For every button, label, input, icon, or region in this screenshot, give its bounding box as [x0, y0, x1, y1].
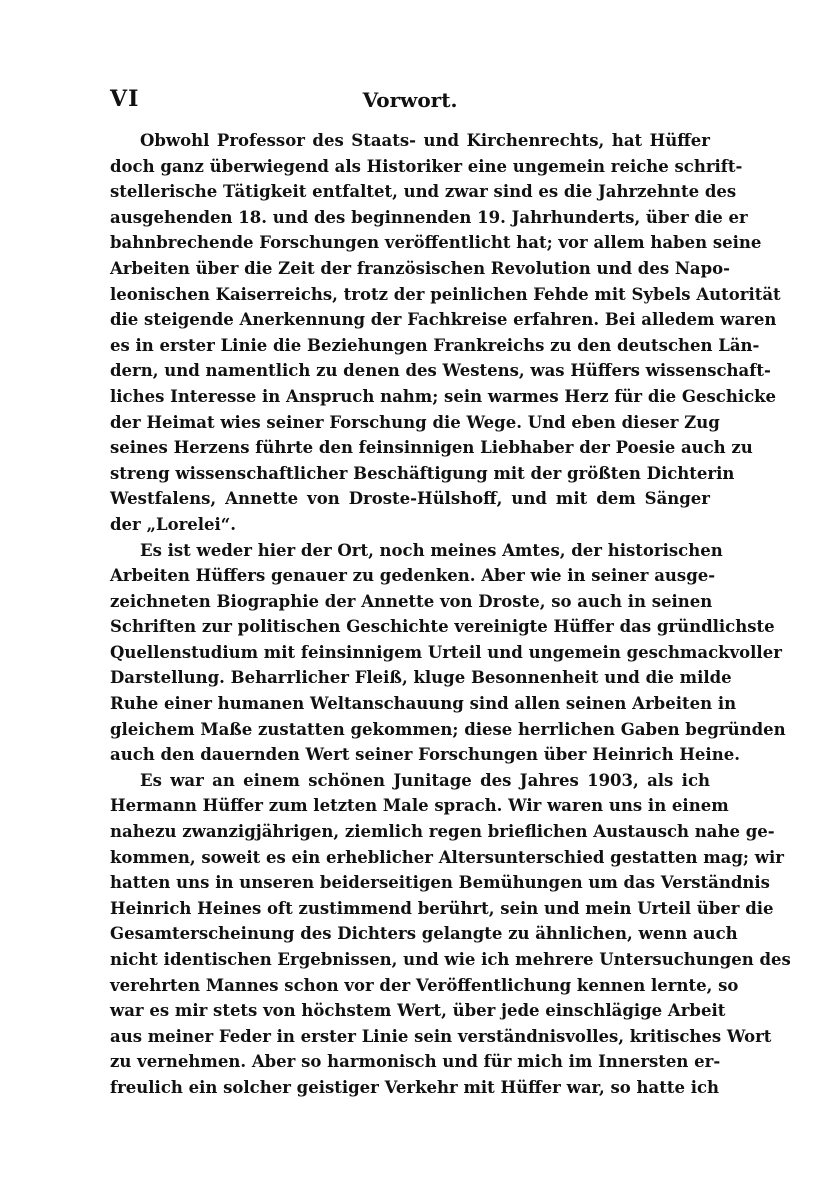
text-line: Hermann Hüffer zum letzten Male sprach. Wir waren uns in einem	[110, 796, 729, 816]
text-line: Schriften zur politischen Geschichte vereinigte Hüffer das gründlichste	[110, 617, 775, 637]
text-line: zeichneten Biographie der Annette von Droste, so auch in seinen	[110, 591, 713, 611]
text-line: verehrten Mannes schon vor der Veröffentlichung kennen lernte, so	[110, 975, 739, 995]
text-line: liches Interesse in Anspruch nahm; sein warmes Herz für die Geschicke	[110, 386, 777, 406]
page-number: VI	[110, 86, 140, 112]
body-text	[110, 128, 791, 1101]
text-line: aus meiner Feder in erster Linie sein verständnisvolles, kritisches Wort	[110, 1026, 772, 1046]
text-line: hatten uns in unseren beiderseitigen Bemühungen um das Verständnis	[110, 873, 770, 893]
text-line: Arbeiten über die Zeit der französischen Revolution und des Napo-	[110, 258, 731, 278]
running-head: Vorwort.	[362, 88, 458, 112]
text-line: Heinrich Heines oft zustimmend berührt, sein und mein Urteil über die	[110, 898, 774, 918]
text-line: auch den dauernden Wert seiner Forschungen über Heinrich Heine.	[110, 745, 740, 765]
text-line: Gesamterscheinung des Dichters gelangte zu ähnlichen, wenn auch	[110, 924, 738, 944]
text-line: zu vernehmen. Aber so harmonisch und für mich im Innersten er-	[110, 1052, 721, 1072]
text-line: Darstellung. Beharrlicher Fleiß, kluge Besonnenheit und die milde	[110, 668, 732, 688]
text-line: Quellenstudium mit feinsinnigem Urteil und ungemein geschmackvoller	[110, 642, 782, 662]
text-line: kommen, soweit es ein erheblicher Altersunterschied gestatten mag; wir	[110, 847, 784, 867]
text-line: gleichem Maße zustatten gekommen; diese herrlichen Gaben begründen	[110, 719, 786, 739]
text-line: doch ganz überwiegend als Historiker eine ungemein reiche schrift-	[110, 156, 743, 176]
text-line: Es ist weder hier der Ort, noch meines Amtes, der historischen	[140, 540, 723, 560]
text-line: freulich ein solcher geistiger Verkehr mit Hüffer war, so hatte ich	[110, 1077, 720, 1097]
text-line: die steigende Anerkennung der Fachkreise erfahren. Bei alledem waren	[110, 310, 777, 330]
text-line: der Heimat wies seiner Forschung die Wege. Und eben dieser Zug	[110, 412, 720, 432]
text-line: bahnbrechende Forschungen veröffentlicht hat; vor allem haben seine	[110, 233, 762, 253]
text-line: Arbeiten Hüffers genauer zu gedenken. Aber wie in seiner ausge-	[110, 566, 716, 586]
text-line: ausgehenden 18. und des beginnenden 19. Jahrhunderts, über die er	[110, 207, 748, 227]
text-line: stellerische Tätigkeit entfaltet, und zwar sind es die Jahrzehnte des	[110, 182, 737, 202]
text-line: dern, und namentlich zu denen des Westens, was Hüffers wissenschaft-	[110, 361, 771, 381]
text-line: nahezu zwanzigjährigen, ziemlich regen brieflichen Austausch nahe ge-	[110, 822, 775, 842]
text-line: leonischen Kaiserreichs, trotz der peinlichen Fehde mit Sybels Autorität	[110, 284, 781, 304]
text-line: Westfalens, Annette von Droste-Hülshoff, und mit dem Sänger	[110, 489, 710, 509]
text-line: der „Lorelei“.	[110, 514, 237, 534]
text-line: streng wissenschaftlicher Beschäftigung mit der größten Dichterin	[110, 463, 735, 483]
page-header	[110, 86, 710, 116]
text-line: Obwohl Professor des Staats- und Kirchenrechts, hat Hüffer	[140, 131, 710, 150]
text-line: war es mir stets von höchstem Wert, über jede einschlägige Arbeit	[110, 1001, 726, 1021]
text-line: nicht identischen Ergebnissen, und wie ich mehrere Untersuchungen des	[110, 950, 791, 969]
text-line: Es war an einem schönen Junitage des Jahres 1903, als ich	[140, 770, 710, 790]
text-line: Ruhe einer humanen Weltanschauung sind allen seinen Arbeiten in	[110, 694, 737, 714]
text-line: seines Herzens führte den feinsinnigen Liebhaber der Poesie auch zu	[110, 438, 753, 458]
text-line: es in erster Linie die Beziehungen Frankreichs zu den deutschen Län-	[110, 335, 760, 355]
